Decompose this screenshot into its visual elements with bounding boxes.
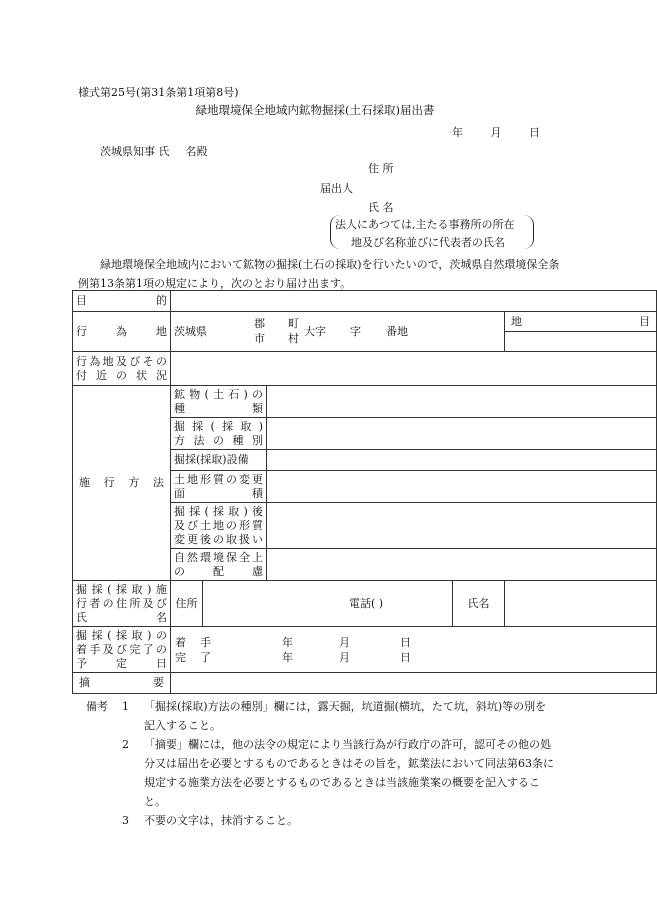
extraction-method-label-line1: 掘採(採取) — [174, 419, 263, 433]
finish-month: 月 — [339, 650, 350, 664]
mineral-field[interactable] — [267, 386, 657, 418]
operator-label — [73, 581, 171, 627]
surroundings-label-line2: 付近の状況 — [76, 368, 167, 382]
aza-label: 字 — [350, 324, 361, 338]
addressee — [100, 143, 208, 159]
location-row — [73, 312, 657, 332]
conservation-label — [171, 549, 267, 581]
location-field[interactable] — [171, 312, 505, 352]
gun-label: 郡 — [254, 316, 265, 330]
finish-year: 年 — [282, 650, 293, 664]
phone-label: 電話( ) — [348, 596, 384, 610]
purpose-label: 目的 — [73, 291, 171, 312]
corporate-note-line2: 地及び名称並びに代表者の氏名 — [351, 236, 505, 249]
form-title: 緑地環境保全地域内鉱物掘採(土石採取)届出書 — [195, 103, 435, 117]
address-label: 住 所 — [368, 162, 394, 175]
mura-label: 村 — [288, 331, 299, 345]
note-number: 1 — [122, 700, 129, 713]
post-treatment-field[interactable] — [267, 503, 657, 549]
operator-label-line1: 掘採(採取)施 — [76, 582, 167, 596]
start-month: 月 — [339, 635, 350, 649]
summary-label: 摘要 — [73, 673, 171, 694]
form-number: 様式第25号(第31条第1項第8号) — [78, 86, 239, 99]
mineral-label-line2: 種類 — [174, 401, 263, 415]
post-treatment-label-line2: 及び土地の形質 — [174, 518, 263, 532]
schedule-label — [73, 627, 171, 673]
location-label: 行為地 — [73, 312, 171, 352]
start-year: 年 — [282, 635, 293, 649]
note-item — [86, 735, 556, 811]
notes — [86, 697, 556, 830]
conservation-label-line2: の配慮 — [174, 564, 263, 578]
land-change-field[interactable] — [267, 471, 657, 503]
note-text: 「掘採(採取)方法の種別」欄には，露天掘，坑道掘(横坑，たて坑，斜坑)等の別を記入すること。 — [144, 700, 547, 732]
finish-day: 日 — [400, 650, 411, 664]
surroundings-row — [73, 352, 657, 386]
conservation-field[interactable] — [267, 549, 657, 581]
note-item — [86, 697, 556, 735]
finish-label: 完了 — [175, 650, 225, 664]
land-change-label-line1: 土地形質の変更 — [174, 472, 263, 486]
post-treatment-label-line3: 変更後の取扱い — [174, 532, 263, 546]
operator-address-label: 住所 — [171, 581, 203, 627]
machi-label: 町 — [288, 316, 299, 330]
purpose-field[interactable] — [171, 291, 657, 312]
schedule-label-line3: 予定日 — [76, 656, 167, 670]
corporate-note — [330, 215, 534, 249]
note-text: 「摘要」欄には，他の法令の規定により当該行為が行政庁の許可，認可その他の処分又は届出を必要とするものであるときはその旨を，鉱業法において同法第63条に規定する施業方法を必要とするものであるときは当該施業案の概要を記入すること。 — [144, 738, 554, 808]
start-label: 着手 — [175, 635, 225, 649]
method-label: 施行方法 — [73, 386, 171, 581]
intro-paragraph: 緑地環境保全地域内において鉱物の掘採(土石の採取)を行いたいので，茨城県自然環境保全条例第13条第1項の規定により，次のとおり届け出ます。 — [78, 258, 560, 290]
conservation-label-line1: 自然環境保全上 — [174, 550, 263, 564]
schedule-label-line1: 掘採(採取)の — [76, 628, 167, 642]
extraction-method-label — [171, 418, 267, 450]
land-change-label-line2: 面積 — [174, 486, 263, 500]
land-category-field[interactable] — [505, 332, 657, 352]
mineral-label — [171, 386, 267, 418]
addressee-text: 茨城県知事 氏 — [100, 145, 170, 158]
equipment-label: 掘採(採取)設備 — [171, 450, 267, 471]
operator-address-field[interactable] — [203, 581, 453, 627]
note-number: 2 — [122, 738, 129, 751]
prefecture: 茨城県 — [174, 324, 207, 338]
note-text: 不要の文字は，抹消すること。 — [144, 814, 298, 827]
operator-label-line3: 氏名 — [76, 610, 167, 624]
note-number: 3 — [122, 814, 129, 827]
purpose-row — [73, 291, 657, 312]
schedule-row — [73, 627, 657, 673]
note-item — [86, 811, 556, 830]
banchi-label: 番地 — [386, 324, 408, 338]
notes-label: 備考 — [86, 700, 108, 713]
equipment-field[interactable] — [267, 450, 657, 471]
operator-row — [73, 581, 657, 627]
operator-label-line2: 行者の住所及び — [76, 596, 167, 610]
name-label: 氏 名 — [368, 201, 394, 214]
extraction-method-label-line2: 方法の種別 — [174, 433, 263, 447]
corporate-note-line1: 法人にあつては,主たる事務所の所在 — [335, 218, 515, 231]
submitter-label: 届出人 — [320, 182, 353, 195]
addressee-honorific: 名殿 — [185, 145, 208, 158]
land-change-label — [171, 471, 267, 503]
notification-table — [72, 290, 657, 694]
oaza-label: 大字 — [304, 324, 326, 338]
surroundings-label-line1: 行為地及びその — [76, 354, 167, 368]
extraction-method-field[interactable] — [267, 418, 657, 450]
operator-name-label: 氏名 — [453, 581, 505, 627]
summary-field[interactable] — [171, 673, 657, 694]
start-day: 日 — [400, 635, 411, 649]
schedule-field[interactable] — [171, 627, 657, 673]
land-category-label: 地目 — [505, 312, 657, 332]
post-treatment-label — [171, 503, 267, 549]
surroundings-field[interactable] — [171, 352, 657, 386]
post-treatment-label-line1: 掘採(採取)後 — [174, 504, 263, 518]
summary-row — [73, 673, 657, 694]
shi-label: 市 — [254, 331, 265, 345]
schedule-label-line2: 着手及び完了の — [76, 642, 167, 656]
date-line: 年 月 日 — [452, 126, 540, 139]
surroundings-label — [73, 352, 171, 386]
mineral-row — [73, 386, 657, 418]
mineral-label-line1: 鉱物(土石)の — [174, 387, 263, 401]
operator-name-field[interactable] — [505, 581, 657, 627]
